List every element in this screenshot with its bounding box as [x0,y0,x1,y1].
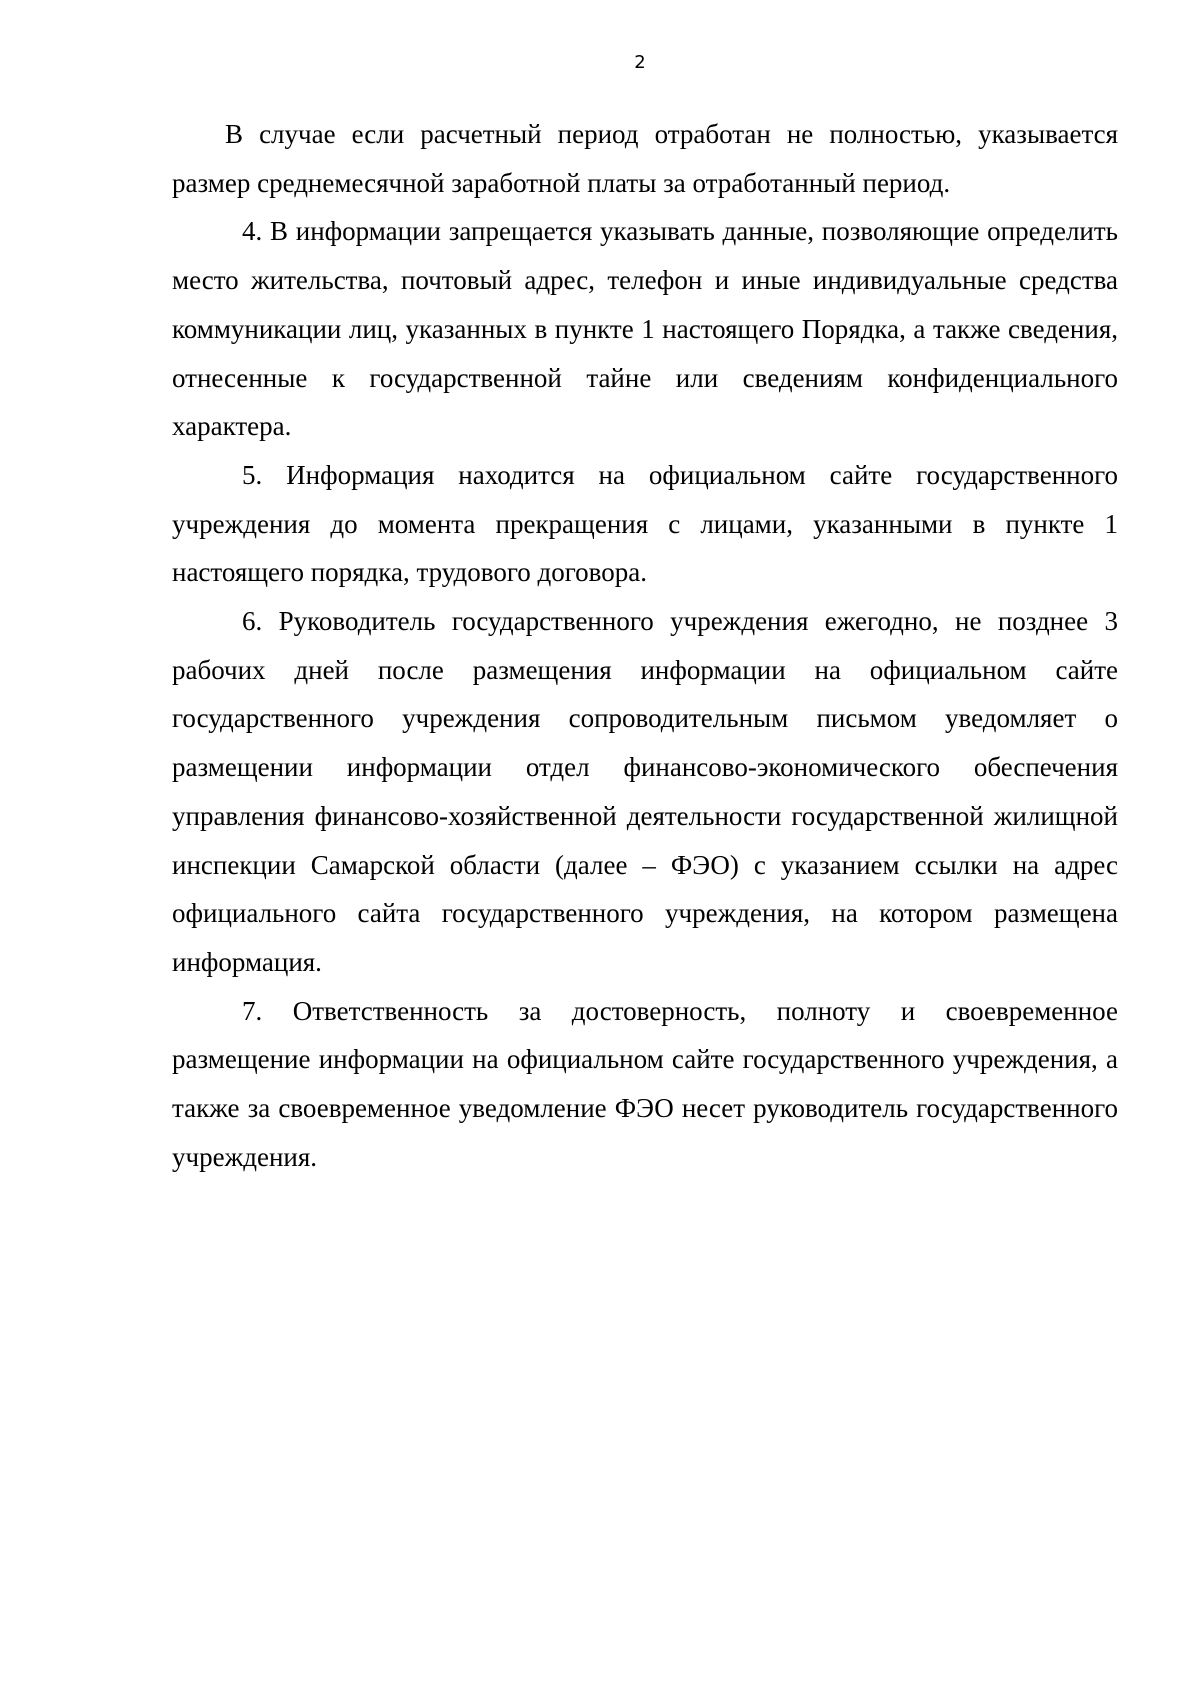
paragraph-average-salary: В случае если расчетный период отработан не полностью, указывается размер среднемесячной заработной платы за отработанный период. [172,119,1118,198]
paragraph-item-4: 4. В информации запрещается указывать данные, позволяющие определить место жительства, почтовый адрес, телефон и иные индивидуальные средства коммуникации лиц, указанных в пункте 1 настоящего Порядка, а также сведения, отнесенные к государственной тайне или сведениям конфиденциального характера. [172,216,1118,442]
paragraph-item-6: 6. Руководитель государственного учреждения ежегодно, не позднее 3 рабочих дней после размещения информации на официальном сайте государственного учреждения сопроводительным письмом уведомляет о размещении информации отдел финансово-экономического обеспечения управления финансово-хозяйственной деятельности государственной жилищной инспекции Самарской области (далее – ФЭО) с указанием ссылки на адрес официального сайта государственного учреждения, на котором размещена информация. [172,606,1118,977]
page-number: 2 [634,52,646,73]
document-body [172,110,1118,1181]
paragraph-item-7: 7. Ответственность за достоверность, полноту и своевременное размещение информации на официальном сайте государственного учреждения, а также за своевременное уведомление ФЭО несет руководитель государственного учреждения. [172,995,1118,1172]
paragraph-item-5: 5. Информация находится на официальном сайте государственного учреждения до момента прекращения с лицами, указанными в пункте 1 настоящего порядка, трудового договора. [172,459,1118,588]
